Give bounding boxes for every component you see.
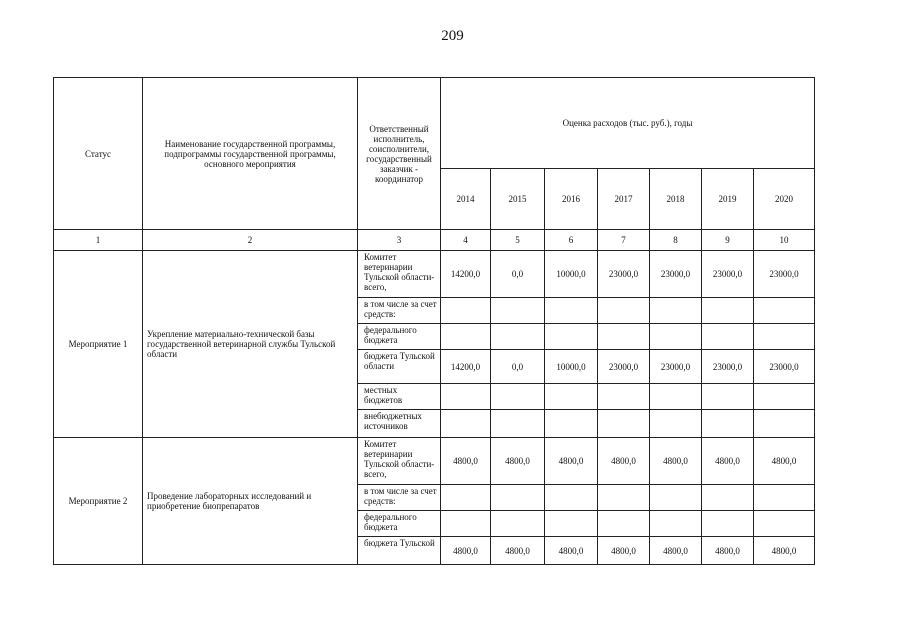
value-cell [650, 384, 702, 410]
value-cell [598, 384, 650, 410]
col-number: 8 [650, 230, 702, 251]
value-cell: 23000,0 [598, 251, 650, 298]
column-number-row [54, 230, 815, 251]
value-cell [702, 384, 754, 410]
value-cell: 4800,0 [598, 438, 650, 485]
value-cell [650, 410, 702, 438]
value-cell [598, 511, 650, 537]
col-number: 4 [441, 230, 491, 251]
value-cell [491, 298, 545, 324]
measure-name: Укрепление материально-технической базы государственной ветеринарной службы Тульской области [143, 251, 358, 438]
year-cell: 2018 [650, 169, 702, 230]
value-cell [491, 485, 545, 511]
measure-name: Проведение лабораторных исследований и приобретение биопрепаратов [143, 438, 358, 565]
measure-status: Мероприятие 1 [54, 251, 143, 438]
value-cell [754, 298, 815, 324]
value-cell: 4800,0 [441, 537, 491, 565]
value-cell [702, 410, 754, 438]
table-row [54, 438, 815, 485]
expenses-table [53, 77, 815, 565]
value-cell: 4800,0 [491, 537, 545, 565]
value-cell [545, 298, 598, 324]
value-cell [754, 410, 815, 438]
value-cell [650, 511, 702, 537]
funding-source-label: местных бюджетов [358, 384, 441, 410]
value-cell: 4800,0 [441, 438, 491, 485]
value-cell: 23000,0 [754, 251, 815, 298]
funding-source-label: Комитет ветеринарии Тульской области- всего, [358, 438, 441, 485]
value-cell [702, 511, 754, 537]
measure-status: Мероприятие 2 [54, 438, 143, 565]
col-number: 6 [545, 230, 598, 251]
funding-source-label: внебюджетных источников [358, 410, 441, 438]
col-number: 3 [358, 230, 441, 251]
header-row-1 [54, 78, 815, 169]
value-cell [441, 511, 491, 537]
value-cell [598, 324, 650, 350]
value-cell [650, 298, 702, 324]
year-cell: 2019 [702, 169, 754, 230]
value-cell: 4800,0 [702, 537, 754, 565]
col-number: 5 [491, 230, 545, 251]
value-cell [545, 410, 598, 438]
value-cell: 4800,0 [598, 537, 650, 565]
col-number: 9 [702, 230, 754, 251]
value-cell: 0,0 [491, 251, 545, 298]
year-cell: 2014 [441, 169, 491, 230]
year-cell: 2017 [598, 169, 650, 230]
value-cell [491, 324, 545, 350]
value-cell [754, 485, 815, 511]
value-cell [491, 410, 545, 438]
value-cell: 14200,0 [441, 251, 491, 298]
value-cell [491, 511, 545, 537]
value-cell [441, 485, 491, 511]
value-cell [491, 384, 545, 410]
funding-source-label: федерального бюджета [358, 511, 441, 537]
value-cell: 10000,0 [545, 350, 598, 384]
table-row [54, 251, 815, 298]
value-cell: 4800,0 [545, 438, 598, 485]
value-cell [650, 485, 702, 511]
value-cell [545, 384, 598, 410]
value-cell: 4800,0 [754, 438, 815, 485]
page-number: 209 [441, 28, 464, 44]
value-cell: 23000,0 [650, 350, 702, 384]
value-cell [598, 410, 650, 438]
value-cell [441, 384, 491, 410]
value-cell: 4800,0 [650, 537, 702, 565]
funding-source-label: бюджета Тульской [358, 537, 441, 565]
value-cell [545, 324, 598, 350]
value-cell: 14200,0 [441, 350, 491, 384]
year-cell: 2020 [754, 169, 815, 230]
value-cell: 0,0 [491, 350, 545, 384]
value-cell: 23000,0 [702, 251, 754, 298]
funding-source-label: федерального бюджета [358, 324, 441, 350]
value-cell: 10000,0 [545, 251, 598, 298]
header-status: Статус [54, 78, 143, 230]
value-cell: 23000,0 [702, 350, 754, 384]
value-cell: 23000,0 [598, 350, 650, 384]
year-cell: 2015 [491, 169, 545, 230]
value-cell [441, 324, 491, 350]
value-cell [754, 324, 815, 350]
funding-source-label: бюджета Тульской области [358, 350, 441, 384]
funding-source-label: в том числе за счет средств: [358, 485, 441, 511]
header-name: Наименование государственной программы, подпрограммы государственной программы, основного мероприятия [143, 78, 358, 230]
col-number: 10 [754, 230, 815, 251]
value-cell [702, 485, 754, 511]
funding-source-label: Комитет ветеринарии Тульской области- всего, [358, 251, 441, 298]
value-cell: 4800,0 [754, 537, 815, 565]
header-responsible: Ответственный исполнитель, соисполнители, государственный заказчик - координатор [358, 78, 441, 230]
value-cell [441, 298, 491, 324]
col-number: 1 [54, 230, 143, 251]
year-cell: 2016 [545, 169, 598, 230]
value-cell [545, 485, 598, 511]
value-cell [702, 324, 754, 350]
value-cell [754, 511, 815, 537]
value-cell: 4800,0 [545, 537, 598, 565]
value-cell: 4800,0 [491, 438, 545, 485]
value-cell: 4800,0 [702, 438, 754, 485]
col-number: 2 [143, 230, 358, 251]
value-cell [441, 410, 491, 438]
value-cell: 23000,0 [754, 350, 815, 384]
value-cell: 4800,0 [650, 438, 702, 485]
funding-source-label: в том числе за счет средств: [358, 298, 441, 324]
value-cell [598, 485, 650, 511]
value-cell [754, 384, 815, 410]
value-cell [598, 298, 650, 324]
value-cell [545, 511, 598, 537]
value-cell [650, 324, 702, 350]
value-cell [702, 298, 754, 324]
col-number: 7 [598, 230, 650, 251]
value-cell: 23000,0 [650, 251, 702, 298]
header-expenses: Оценка расходов (тыс. руб.), годы [441, 78, 815, 169]
